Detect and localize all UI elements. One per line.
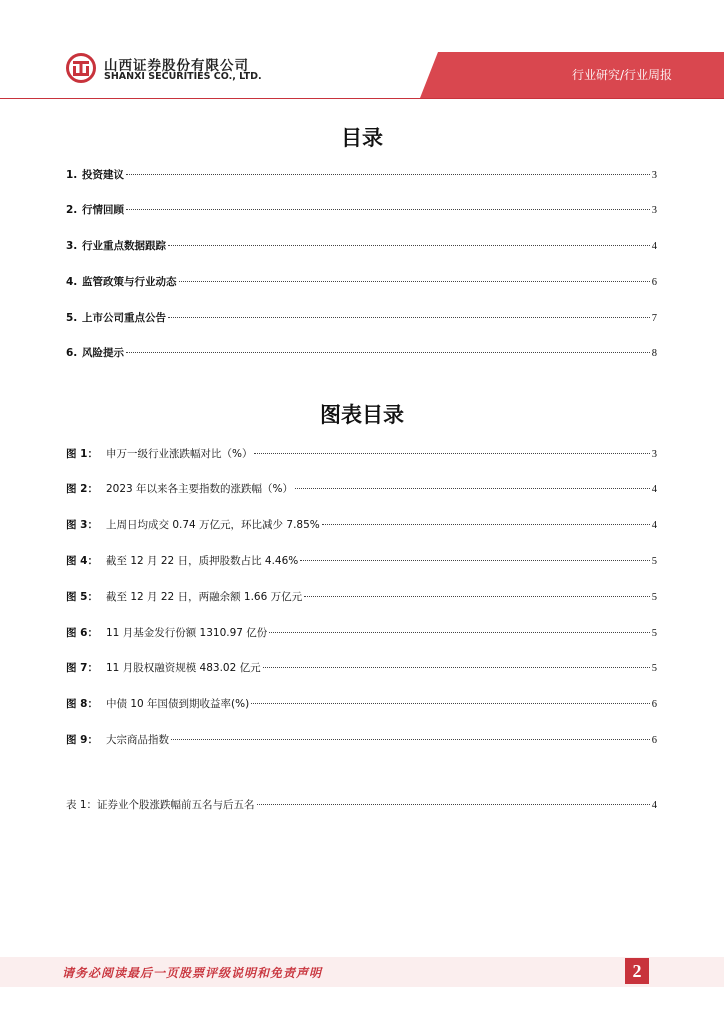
dot-leader <box>304 596 650 597</box>
figure-entry-page: 4 <box>651 520 657 531</box>
toc-entry-label <box>66 167 124 182</box>
figure-entry-label <box>66 732 169 747</box>
dot-leader <box>171 739 650 740</box>
figure-entry[interactable] <box>66 660 657 676</box>
dot-leader <box>300 560 649 561</box>
toc-entry-page: 7 <box>651 313 657 324</box>
toc-entry[interactable] <box>66 345 657 361</box>
toc-entry-page: 4 <box>651 241 657 252</box>
dot-leader <box>126 209 650 210</box>
toc-entry[interactable] <box>66 238 657 254</box>
dot-leader <box>322 524 650 525</box>
figure-entry-page: 5 <box>651 556 657 567</box>
toc-entry-page: 8 <box>651 348 657 359</box>
figure-entry-label <box>66 446 252 461</box>
figure-entry-label <box>66 517 320 532</box>
figure-entry[interactable] <box>66 732 657 748</box>
figure-entry-number: 图 5： <box>66 591 98 603</box>
figure-entry[interactable] <box>66 625 657 641</box>
figures-title: 图表目录 <box>320 403 404 427</box>
dot-leader <box>126 352 650 353</box>
figure-entry-text: 大宗商品指数 <box>106 734 169 746</box>
page-header <box>0 0 724 100</box>
toc-entry[interactable] <box>66 274 657 290</box>
figure-entry-page: 5 <box>651 663 657 674</box>
dot-leader <box>251 703 650 704</box>
figure-entry[interactable] <box>66 481 657 497</box>
company-logo-icon <box>66 53 96 83</box>
company-name-en: SHANXI SECURITIES CO., LTD. <box>104 71 262 82</box>
table-entry-label: 表 1：证券业个股涨跌幅前五名与后五名 <box>66 799 255 811</box>
toc-entry-label <box>66 310 166 325</box>
dot-leader <box>126 174 650 175</box>
figure-entry-page: 3 <box>651 449 657 460</box>
figure-entry-number: 图 3： <box>66 519 98 531</box>
figure-entry-number: 图 6： <box>66 627 98 639</box>
figure-entry[interactable] <box>66 553 657 569</box>
disclaimer-text: 请务必阅读最后一页股票评级说明和免责声明 <box>62 966 323 980</box>
dot-leader <box>269 632 649 633</box>
figure-entry-text: 上周日均成交 0.74 万亿元，环比减少 7.85% <box>106 519 320 531</box>
dot-leader <box>168 245 650 246</box>
page-number: 2 <box>625 958 649 984</box>
toc-entry-page: 3 <box>651 205 657 216</box>
figure-entry-label <box>66 589 302 604</box>
dot-leader <box>263 667 650 668</box>
figure-entry-page: 6 <box>651 735 657 746</box>
dot-leader <box>295 488 650 489</box>
toc-entry-text: 行业重点数据跟踪 <box>82 240 166 252</box>
toc-entry-number: 2. <box>66 204 78 216</box>
figure-entry-number: 图 4： <box>66 555 98 567</box>
dot-leader <box>179 281 650 282</box>
toc-entry-page: 3 <box>651 170 657 181</box>
figure-entry-text: 申万一级行业涨跌幅对比（%） <box>106 448 253 460</box>
figure-entry-text: 2023 年以来各主要指数的涨跌幅（%） <box>106 483 294 495</box>
figure-entry-text: 11 月股权融资规模 483.02 亿元 <box>106 662 261 674</box>
figure-entry-label <box>66 625 267 640</box>
toc-entry-label <box>66 345 124 360</box>
dot-leader <box>257 804 650 805</box>
figure-entry-label <box>66 696 249 711</box>
toc-entry-text: 上市公司重点公告 <box>82 312 166 324</box>
figure-entry-number: 图 9： <box>66 734 98 746</box>
toc-entry-text: 投资建议 <box>82 169 124 181</box>
toc-entry-label <box>66 238 166 253</box>
toc-entry[interactable] <box>66 167 657 183</box>
figure-entry-number: 图 2： <box>66 483 98 495</box>
toc-entry[interactable] <box>66 310 657 326</box>
dot-leader <box>168 317 650 318</box>
figure-entry-text: 中债 10 年国债到期收益率(%) <box>106 698 250 710</box>
figure-entry-number: 图 8： <box>66 698 98 710</box>
toc-entry-number: 1. <box>66 169 78 181</box>
table-entry[interactable] <box>66 797 657 813</box>
report-type-label: 行业研究/行业周报 <box>571 68 672 82</box>
toc-entry-number: 6. <box>66 347 78 359</box>
figure-entry-page: 4 <box>651 484 657 495</box>
figure-entry[interactable] <box>66 517 657 533</box>
toc-entry-number: 5. <box>66 312 78 324</box>
figure-entry-number: 图 7： <box>66 662 98 674</box>
toc-entry-page: 6 <box>651 277 657 288</box>
toc-entry-text: 行情回顾 <box>82 204 124 216</box>
figure-entry-text: 截至 12 月 22 日，两融余额 1.66 万亿元 <box>106 591 303 603</box>
dot-leader <box>254 453 649 454</box>
toc-entry-label <box>66 274 177 289</box>
toc-entry-number: 3. <box>66 240 78 252</box>
figure-entry-number: 图 1： <box>66 448 98 460</box>
figure-entry-page: 5 <box>651 628 657 639</box>
toc-entry-text: 风险提示 <box>82 347 124 359</box>
figure-entry-page: 6 <box>651 699 657 710</box>
company-name-cn: 山西证券股份有限公司 <box>104 58 249 74</box>
figure-entry[interactable] <box>66 446 657 462</box>
toc-entry[interactable] <box>66 202 657 218</box>
figure-entry[interactable] <box>66 696 657 712</box>
figure-entry-label <box>66 481 293 496</box>
toc-entry-label <box>66 202 124 217</box>
figure-entry[interactable] <box>66 589 657 605</box>
figure-entry-label <box>66 553 298 568</box>
figure-entry-text: 11 月基金发行份额 1310.97 亿份 <box>106 627 268 639</box>
figure-entry-label <box>66 660 261 675</box>
table-entry-page: 4 <box>651 800 657 811</box>
toc-title: 目录 <box>341 126 383 150</box>
toc-entry-number: 4. <box>66 276 78 288</box>
figure-entry-page: 5 <box>651 592 657 603</box>
figure-entry-text: 截至 12 月 22 日，质押股数占比 4.46% <box>106 555 299 567</box>
toc-entry-text: 监管政策与行业动态 <box>82 276 177 288</box>
